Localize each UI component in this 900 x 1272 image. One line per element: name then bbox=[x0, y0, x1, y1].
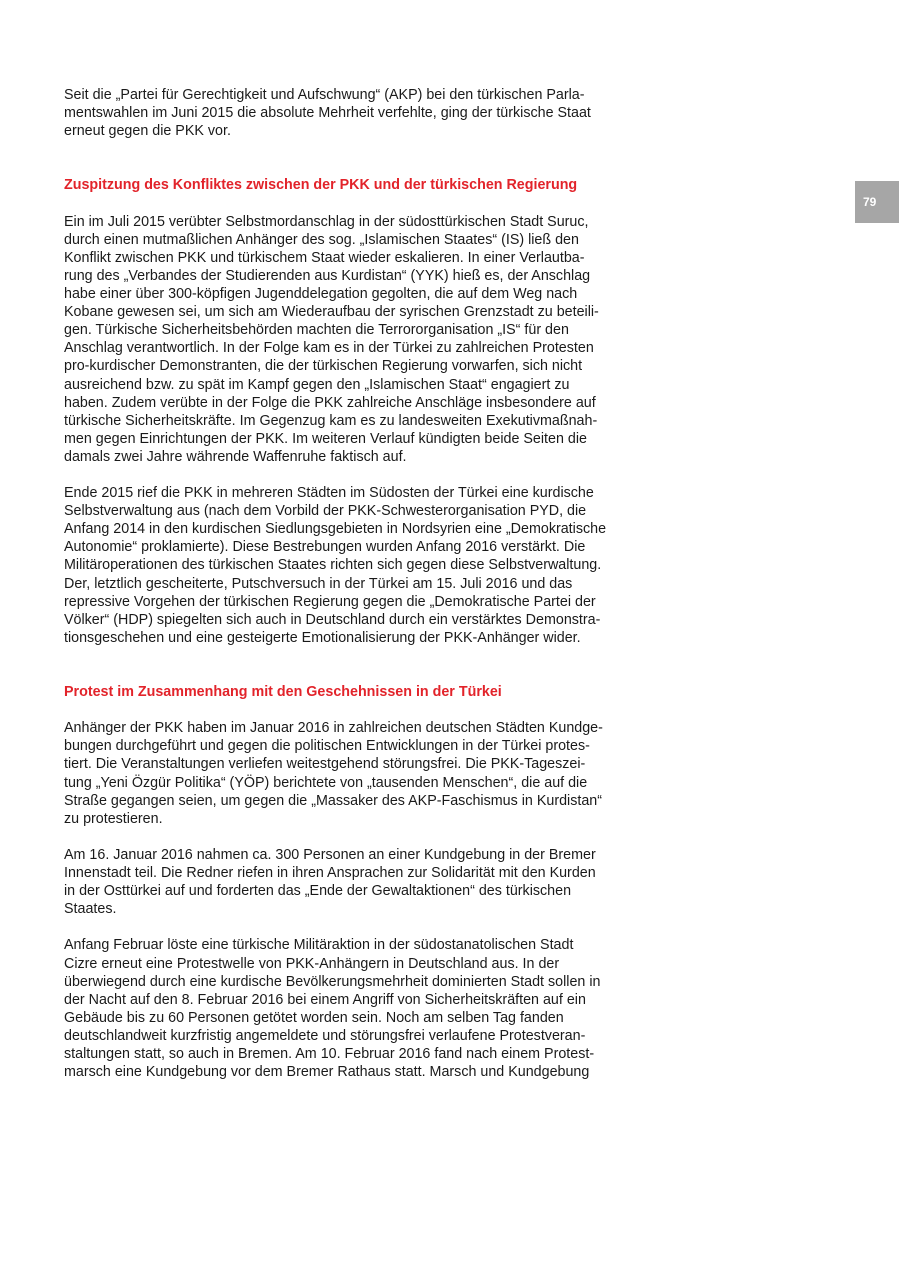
text-line: tiert. Die Veranstaltungen verliefen weitestgehend störungsfrei. Die PKK-Tageszei- bbox=[64, 756, 586, 773]
paragraph bbox=[64, 484, 624, 647]
text-line: Anfang 2014 in den kurdischen Siedlungsgebieten in Nordsyrien eine „Demokratische bbox=[64, 521, 607, 538]
text-line: staltungen statt, so auch in Bremen. Am 10. Februar 2016 fand nach einem Protest- bbox=[64, 1045, 595, 1062]
text-line: tionsgeschehen und eine gesteigerte Emotionalisierung der PKK-Anhänger wider. bbox=[64, 629, 581, 646]
text-line: Ende 2015 rief die PKK in mehreren Städten im Südosten der Türkei eine kurdische bbox=[64, 485, 594, 502]
paragraph bbox=[64, 719, 624, 828]
body-text-column bbox=[64, 86, 624, 1081]
text-line: rung des „Verbandes der Studierenden aus Kurdistan“ (YYK) hieß es, der Anschlag bbox=[64, 267, 591, 284]
text-line: Innenstadt teil. Die Redner riefen in ihren Ansprachen zur Solidarität mit den Kurden bbox=[64, 865, 596, 882]
text-line: in der Osttürkei auf und forderten das „Ende der Gewaltaktionen“ des türkischen bbox=[64, 883, 572, 900]
text-line: men gegen Einrichtungen der PKK. Im weiteren Verlauf kündigten beide Seiten die bbox=[64, 430, 587, 447]
text-line: haben. Zudem verübte in der Folge die PKK zahlreiche Anschläge insbesondere auf bbox=[64, 394, 596, 411]
text-line: ausreichend bzw. zu spät im Kampf gegen den „Islamischen Staat“ engagiert zu bbox=[64, 376, 570, 393]
text-line: mentswahlen im Juni 2015 die absolute Mehrheit verfehlte, ging der türkische Staat bbox=[64, 105, 591, 122]
text-line: Militäroperationen des türkischen Staates richten sich gegen diese Selbstverwaltung. bbox=[64, 557, 602, 574]
text-line: repressive Vorgehen der türkischen Regierung gegen die „Demokratische Partei der bbox=[64, 593, 596, 610]
text-line: Selbstverwaltung aus (nach dem Vorbild der PKK-Schwesterorganisation PYD, die bbox=[64, 503, 587, 520]
text-line: marsch eine Kundgebung vor dem Bremer Rathaus statt. Marsch und Kundgebung bbox=[64, 1064, 590, 1081]
section-heading-konflikt: Zuspitzung des Konfliktes zwischen der PKK und der türkischen Regierung bbox=[64, 177, 578, 194]
text-line: überwiegend durch eine kurdische Bevölkerungsmehrheit dominierten Stadt sollen in bbox=[64, 973, 601, 990]
text-line: Anschlag verantwortlich. In der Folge kam es in der Türkei zu zahlreichen Protesten bbox=[64, 340, 594, 357]
text-line: habe einer über 300-köpfigen Jugenddelegation gegolten, die auf dem Weg nach bbox=[64, 286, 578, 303]
paragraph bbox=[64, 936, 624, 1081]
intro-paragraph bbox=[64, 86, 624, 140]
text-line: Cizre erneut eine Protestwelle von PKK-Anhängern in Deutschland aus. In der bbox=[64, 955, 560, 972]
text-line: gen. Türkische Sicherheitsbehörden machten die Terrororganisation „IS“ für den bbox=[64, 322, 569, 339]
text-line: tung „Yeni Özgür Politika“ (YÖP) berichtete von „tausenden Menschen“, die auf die bbox=[64, 774, 588, 791]
page-number-tab bbox=[855, 181, 899, 223]
section-heading-protest: Protest im Zusammenhang mit den Geschehnissen in der Türkei bbox=[64, 684, 502, 701]
text-line: damals zwei Jahre währende Waffenruhe faktisch auf. bbox=[64, 448, 407, 465]
text-line: Am 16. Januar 2016 nahmen ca. 300 Personen an einer Kundgebung in der Bremer bbox=[64, 846, 596, 863]
text-line: der Nacht auf den 8. Februar 2016 bei einem Angriff von Sicherheitskräften auf ein bbox=[64, 991, 586, 1008]
text-line: Der, letztlich gescheiterte, Putschversuch in der Türkei am 15. Juli 2016 und das bbox=[64, 575, 573, 592]
text-line: Kobane gewesen sei, um sich am Wiederaufbau der syrischen Grenzstadt zu beteili- bbox=[64, 304, 599, 321]
text-line: bungen durchgeführt und gegen die politischen Entwicklungen in der Türkei protes- bbox=[64, 738, 590, 755]
text-line: Autonomie“ proklamierte). Diese Bestrebungen wurden Anfang 2016 verstärkt. Die bbox=[64, 539, 586, 556]
text-line: Konflikt zwischen PKK und türkischem Staat wieder eskalieren. In einer Verlautba- bbox=[64, 249, 585, 266]
text-line: pro-kurdischer Demonstranten, die der türkischen Regierung vorwarfen, sich nicht bbox=[64, 358, 583, 375]
text-line: Anhänger der PKK haben im Januar 2016 in zahlreichen deutschen Städten Kundge- bbox=[64, 720, 603, 737]
text-line: Staates. bbox=[64, 901, 117, 918]
paragraph bbox=[64, 213, 624, 466]
text-line: Anfang Februar löste eine türkische Militäraktion in der südostanatolischen Stadt bbox=[64, 937, 574, 954]
text-line: Straße gegangen seien, um gegen die „Massaker des AKP-Faschismus in Kurdistan“ bbox=[64, 792, 602, 809]
text-line: Seit die „Partei für Gerechtigkeit und Aufschwung“ (AKP) bei den türkischen Parla- bbox=[64, 87, 585, 103]
text-line: durch einen mutmaßlichen Anhänger des sog. „Islamischen Staates“ (IS) ließ den bbox=[64, 231, 579, 248]
text-line: Gebäude bis zu 60 Personen getötet worden sein. Noch am selben Tag fanden bbox=[64, 1009, 564, 1026]
text-line: türkische Sicherheitskräfte. Im Gegenzug kam es zu landesweiten Exekutivmaßnah- bbox=[64, 412, 598, 429]
text-line: erneut gegen die PKK vor. bbox=[64, 123, 231, 140]
text-line: zu protestieren. bbox=[64, 810, 163, 827]
page-number: 79 bbox=[863, 195, 877, 209]
text-line: Völker“ (HDP) spiegelten sich auch in Deutschland durch ein verstärktes Demonstra- bbox=[64, 611, 601, 628]
text-line: Ein im Juli 2015 verübter Selbstmordanschlag in der südosttürkischen Stadt Suruc, bbox=[64, 213, 589, 230]
text-line: deutschlandweit kurzfristig angemeldete und störungsfrei verlaufene Protestveran- bbox=[64, 1027, 586, 1044]
paragraph bbox=[64, 846, 624, 918]
